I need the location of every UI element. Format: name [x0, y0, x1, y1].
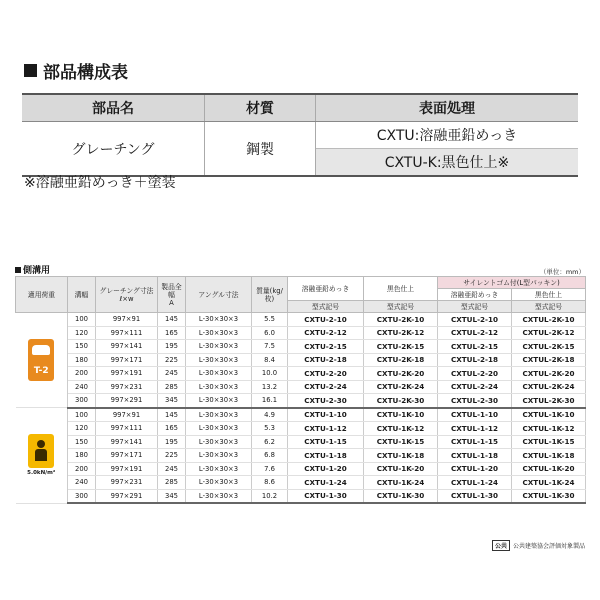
angle-cell: L-30×30×3 — [186, 367, 252, 381]
weight-cell: 8.6 — [252, 476, 288, 490]
model-silent-black-cell: CXTUL-1K-20 — [512, 462, 586, 476]
model-silent-black-cell: CXTUL-2K-12 — [512, 326, 586, 340]
load-badge-cell — [16, 313, 68, 408]
model-silent-galv-cell: CXTUL-2-15 — [438, 340, 512, 354]
model-galv-cell: CXTU-2-12 — [288, 326, 364, 340]
grating-size-cell: 997×291 — [96, 394, 158, 408]
model-black-cell: CXTU-1K-15 — [364, 435, 438, 449]
table-row — [16, 394, 586, 408]
header-finish: 表面処理 — [316, 94, 579, 122]
model-silent-black-cell: CXTUL-2K-20 — [512, 367, 586, 381]
weight-cell: 10.0 — [252, 367, 288, 381]
model-black-cell: CXTU-2K-10 — [364, 313, 438, 327]
product-width-cell: 285 — [158, 380, 186, 394]
weight-cell: 8.4 — [252, 353, 288, 367]
model-silent-galv-cell: CXTUL-1-20 — [438, 462, 512, 476]
grating-size-cell: 997×141 — [96, 340, 158, 354]
header-angle: アングル寸法 — [186, 277, 252, 313]
model-black-cell: CXTU-1K-20 — [364, 462, 438, 476]
model-silent-black-cell: CXTUL-2K-30 — [512, 394, 586, 408]
spec-header-row-1 — [16, 277, 586, 289]
header-width: 溝幅 — [68, 277, 96, 313]
table-row — [16, 353, 586, 367]
table-row — [16, 367, 586, 381]
model-silent-galv-cell: CXTUL-1-24 — [438, 476, 512, 490]
weight-cell: 5.5 — [252, 313, 288, 327]
model-galv-cell: CXTU-1-18 — [288, 449, 364, 463]
model-silent-galv-cell: CXTUL-2-12 — [438, 326, 512, 340]
model-black-cell: CXTU-2K-30 — [364, 394, 438, 408]
header-model-3: 型式記号 — [438, 301, 512, 313]
header-grating-size-label: グレーチング寸法 — [99, 286, 154, 295]
pedestrian-load-icon — [28, 434, 54, 468]
load-label: T-2 — [33, 366, 49, 376]
spec-title — [15, 263, 50, 276]
parts-header-row — [22, 94, 578, 122]
model-galv-cell: CXTU-2-15 — [288, 340, 364, 354]
header-grating-size-unit: ℓ×w — [119, 294, 134, 303]
square-bullet-icon — [15, 267, 21, 273]
angle-cell: L-30×30×3 — [186, 326, 252, 340]
angle-cell: L-30×30×3 — [186, 462, 252, 476]
grating-size-cell: 997×91 — [96, 408, 158, 422]
model-galv-cell: CXTU-2-30 — [288, 394, 364, 408]
model-black-cell: CXTU-1K-18 — [364, 449, 438, 463]
spec-table — [15, 276, 586, 504]
product-width-cell: 245 — [158, 462, 186, 476]
table-row — [16, 408, 586, 422]
width-cell: 240 — [68, 476, 96, 490]
grating-size-cell: 997×141 — [96, 435, 158, 449]
model-black-cell: CXTU-1K-10 — [364, 408, 438, 422]
table-row — [16, 489, 586, 503]
weight-cell: 16.1 — [252, 394, 288, 408]
product-width-cell: 195 — [158, 435, 186, 449]
model-galv-cell: CXTU-1-15 — [288, 435, 364, 449]
model-silent-galv-cell: CXTUL-1-12 — [438, 422, 512, 436]
model-black-cell: CXTU-2K-20 — [364, 367, 438, 381]
weight-cell: 6.2 — [252, 435, 288, 449]
square-bullet-icon — [24, 64, 37, 77]
grating-size-cell: 997×171 — [96, 449, 158, 463]
width-cell: 100 — [68, 408, 96, 422]
width-cell: 120 — [68, 326, 96, 340]
model-black-cell: CXTU-2K-18 — [364, 353, 438, 367]
width-cell: 150 — [68, 340, 96, 354]
angle-cell: L-30×30×3 — [186, 380, 252, 394]
parts-row — [22, 122, 578, 149]
grating-size-cell: 997×291 — [96, 489, 158, 503]
load-badge-cell — [16, 408, 68, 504]
angle-cell: L-30×30×3 — [186, 476, 252, 490]
model-silent-black-cell: CXTUL-1K-10 — [512, 408, 586, 422]
header-material: 材質 — [205, 94, 316, 122]
width-cell: 180 — [68, 449, 96, 463]
header-silent-black: 黒色仕上 — [512, 289, 586, 301]
table-row — [16, 435, 586, 449]
load-label: 5.0kN/m² — [27, 470, 56, 477]
table-row — [16, 449, 586, 463]
footer-tag: 公共 — [492, 540, 510, 551]
header-galv: 溶融亜鉛めっき — [288, 277, 364, 301]
spec-title-text: 側溝用 — [23, 266, 51, 276]
model-black-cell: CXTU-2K-24 — [364, 380, 438, 394]
model-galv-cell: CXTU-2-18 — [288, 353, 364, 367]
product-width-cell: 285 — [158, 476, 186, 490]
note: ※溶融亜鉛めっき＋塗装 — [24, 175, 176, 191]
width-cell: 200 — [68, 367, 96, 381]
angle-cell: L-30×30×3 — [186, 353, 252, 367]
grating-size-cell: 997×191 — [96, 367, 158, 381]
weight-cell: 5.3 — [252, 422, 288, 436]
model-galv-cell: CXTU-1-12 — [288, 422, 364, 436]
product-width-cell: 145 — [158, 408, 186, 422]
width-cell: 300 — [68, 394, 96, 408]
angle-cell: L-30×30×3 — [186, 489, 252, 503]
grating-size-cell: 997×111 — [96, 422, 158, 436]
header-silent: サイレントゴム付(L型パッキン) — [438, 277, 586, 289]
finish2-cell: CXTU-K:黒色仕上※ — [316, 149, 579, 177]
header-load: 適用荷重 — [16, 277, 68, 313]
angle-cell: L-30×30×3 — [186, 408, 252, 422]
model-galv-cell: CXTU-1-20 — [288, 462, 364, 476]
weight-cell: 4.9 — [252, 408, 288, 422]
angle-cell: L-30×30×3 — [186, 435, 252, 449]
product-width-cell: 345 — [158, 394, 186, 408]
finish1-cell: CXTU:溶融亜鉛めっき — [316, 122, 579, 149]
parts-table — [22, 93, 578, 177]
header-product-width-unit: A — [169, 298, 174, 307]
table-row — [16, 326, 586, 340]
model-black-cell: CXTU-1K-12 — [364, 422, 438, 436]
model-silent-black-cell: CXTUL-2K-10 — [512, 313, 586, 327]
width-cell: 200 — [68, 462, 96, 476]
header-model-1: 型式記号 — [288, 301, 364, 313]
header-black: 黒色仕上 — [364, 277, 438, 301]
weight-cell: 6.8 — [252, 449, 288, 463]
angle-cell: L-30×30×3 — [186, 394, 252, 408]
header-silent-galv: 溶融亜鉛めっき — [438, 289, 512, 301]
footer-text: 公共建築協会評価対象製品 — [512, 543, 585, 550]
unit-label: （単位：mm） — [539, 268, 585, 276]
product-width-cell: 195 — [158, 340, 186, 354]
model-silent-black-cell: CXTUL-1K-18 — [512, 449, 586, 463]
angle-cell: L-30×30×3 — [186, 313, 252, 327]
model-black-cell: CXTU-2K-12 — [364, 326, 438, 340]
model-black-cell: CXTU-1K-30 — [364, 489, 438, 503]
model-galv-cell: CXTU-1-24 — [288, 476, 364, 490]
header-weight: 質量(kg/枚) — [252, 277, 288, 313]
model-silent-galv-cell: CXTUL-1-30 — [438, 489, 512, 503]
section-title — [24, 58, 128, 83]
width-cell: 100 — [68, 313, 96, 327]
product-width-cell: 245 — [158, 367, 186, 381]
product-width-cell: 225 — [158, 353, 186, 367]
header-model-4: 型式記号 — [512, 301, 586, 313]
width-cell: 300 — [68, 489, 96, 503]
product-width-cell: 165 — [158, 422, 186, 436]
truck-load-icon — [28, 339, 54, 381]
table-row — [16, 476, 586, 490]
table-row — [16, 422, 586, 436]
header-product-width-label: 製品全幅 — [161, 282, 182, 299]
section-title-text: 部品構成表 — [43, 63, 128, 83]
angle-cell: L-30×30×3 — [186, 340, 252, 354]
table-row — [16, 313, 586, 327]
model-silent-galv-cell: CXTUL-1-10 — [438, 408, 512, 422]
product-width-cell: 225 — [158, 449, 186, 463]
header-product-width — [158, 277, 186, 313]
grating-size-cell: 997×191 — [96, 462, 158, 476]
width-cell: 120 — [68, 422, 96, 436]
model-silent-black-cell: CXTUL-2K-18 — [512, 353, 586, 367]
model-silent-black-cell: CXTUL-2K-24 — [512, 380, 586, 394]
model-silent-black-cell: CXTUL-1K-30 — [512, 489, 586, 503]
weight-cell: 10.2 — [252, 489, 288, 503]
model-galv-cell: CXTU-2-24 — [288, 380, 364, 394]
footer — [492, 540, 585, 551]
model-silent-black-cell: CXTUL-1K-24 — [512, 476, 586, 490]
model-galv-cell: CXTU-2-10 — [288, 313, 364, 327]
width-cell: 150 — [68, 435, 96, 449]
model-silent-galv-cell: CXTUL-1-18 — [438, 449, 512, 463]
model-black-cell: CXTU-1K-24 — [364, 476, 438, 490]
angle-cell: L-30×30×3 — [186, 449, 252, 463]
model-silent-galv-cell: CXTUL-2-20 — [438, 367, 512, 381]
product-width-cell: 145 — [158, 313, 186, 327]
model-silent-black-cell: CXTUL-1K-12 — [512, 422, 586, 436]
table-row — [16, 462, 586, 476]
weight-cell: 7.6 — [252, 462, 288, 476]
weight-cell: 7.5 — [252, 340, 288, 354]
model-silent-black-cell: CXTUL-1K-15 — [512, 435, 586, 449]
weight-cell: 6.0 — [252, 326, 288, 340]
model-black-cell: CXTU-2K-15 — [364, 340, 438, 354]
grating-size-cell: 997×111 — [96, 326, 158, 340]
model-silent-galv-cell: CXTUL-2-24 — [438, 380, 512, 394]
model-silent-galv-cell: CXTUL-2-30 — [438, 394, 512, 408]
model-silent-galv-cell: CXTUL-2-10 — [438, 313, 512, 327]
model-silent-galv-cell: CXTUL-1-15 — [438, 435, 512, 449]
grating-size-cell: 997×231 — [96, 476, 158, 490]
grating-size-cell: 997×231 — [96, 380, 158, 394]
part-name-cell: グレーチング — [22, 122, 205, 177]
material-cell: 鋼製 — [205, 122, 316, 177]
angle-cell: L-30×30×3 — [186, 422, 252, 436]
product-width-cell: 345 — [158, 489, 186, 503]
table-row — [16, 380, 586, 394]
model-silent-black-cell: CXTUL-2K-15 — [512, 340, 586, 354]
model-galv-cell: CXTU-1-30 — [288, 489, 364, 503]
table-row — [16, 340, 586, 354]
product-width-cell: 165 — [158, 326, 186, 340]
model-galv-cell: CXTU-2-20 — [288, 367, 364, 381]
model-galv-cell: CXTU-1-10 — [288, 408, 364, 422]
width-cell: 240 — [68, 380, 96, 394]
model-silent-galv-cell: CXTUL-2-18 — [438, 353, 512, 367]
grating-size-cell: 997×91 — [96, 313, 158, 327]
header-part-name: 部品名 — [22, 94, 205, 122]
width-cell: 180 — [68, 353, 96, 367]
header-model-2: 型式記号 — [364, 301, 438, 313]
header-grating-size — [96, 277, 158, 313]
weight-cell: 13.2 — [252, 380, 288, 394]
grating-size-cell: 997×171 — [96, 353, 158, 367]
